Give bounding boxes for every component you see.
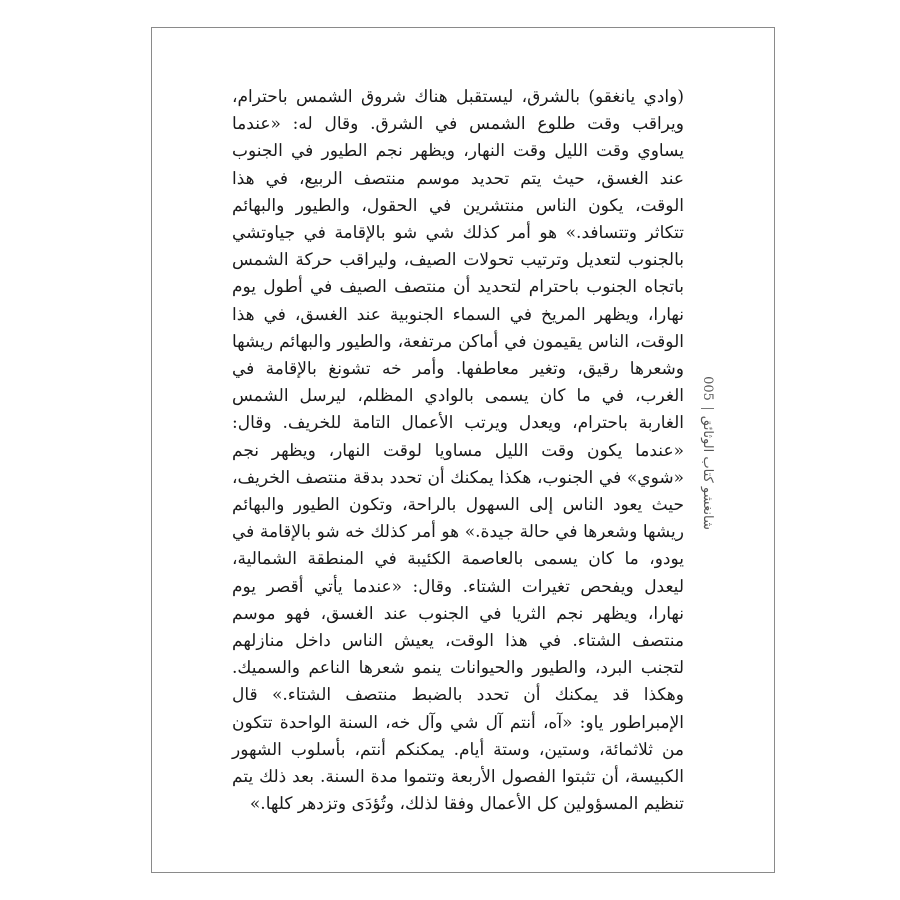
running-head xyxy=(696,368,720,538)
running-head-inner xyxy=(698,368,718,538)
book-title: شانغشو كتاب الوثائق xyxy=(700,415,716,530)
book-page xyxy=(151,27,775,873)
running-head-divider xyxy=(702,408,715,409)
body-text: (وادي يانغقو) بالشرق، ليستقبل هناك شروق الشمس باحترام، ويراقب وقت طلوع الشمس في الشرق. وقال له: «عندما يساوي وقت الليل وقت النهار، ويظهر نجم الطيور في الجنوب عند الغسق، حيث يتم تحديد موسم منتصف الربيع، في هذا الوقت، يكون الناس منتشرين في الحقول، والطيور والبهائم تتكاثر وتتسافد.» هو أمر كذلك شي شو بالإقامة في جياوتشي بالجنوب لتعديل وترتيب تحولات الصيف، وليراقب حركة الشمس باتجاه الجنوب باحترام لتحديد أن منتصف الصيف في أطول يوم نهارا، ويظهر المريخ في السماء الجنوبية عند الغسق، في هذا الوقت، الناس يقيمون في أماكن مرتفعة، والطيور والبهائم ريشها وشعرها رقيق، وتغير معاطفها. وأمر خه تشونغ بالإقامة في الغرب، في ما كان يسمى بالوادي المظلم، ليرسل الشمس الغاربة باحترام، ويعدل ويرتب الأعمال التامة للخريف. وقال: «عندما يكون وقت الليل مساويا لوقت النهار، ويظهر نجم «شوي» في الجنوب، هكذا يمكنك أن تحدد بدقة منتصف الخريف، حيث يعود الناس إلى السهول بالراحة، وتكون الطيور والبهائم ريشها وشعرها في حالة جيدة.» هو أمر كذلك خه شو بالإقامة في يودو، ما كان يسمى بالعاصمة الكئيبة في المنطقة الشمالية، ليعدل ويفحص تغيرات الشتاء. وقال: «عندما يأتي أقصر يوم نهارا، ويظهر نجم الثريا في الجنوب عند الغسق، فهو موسم منتصف الشتاء. في هذا الوقت، يعيش الناس داخل منازلهم لتجنب البرد، والطيور والحيوانات ينمو شعرها الناعم والسميك. وهكذا قد يمكنك أن تحدد بالضبط منتصف الشتاء.» قال الإمبراطور ياو: «آه، أنتم آل شي وآل خه، السنة الواحدة تتكون من ثلاثمائة، وستين، وستة أيام. يمكنكم أنتم، بأسلوب الشهور الكبيسة، أن تثبتوا الفصول الأربعة وتتموا مدة السنة. بعد ذلك يتم تنظيم المسؤولين كل الأعمال وفقا لذلك، وتُؤدَى وتزدهر كلها.» xyxy=(232,87,684,815)
page-number: 005 xyxy=(700,376,716,401)
